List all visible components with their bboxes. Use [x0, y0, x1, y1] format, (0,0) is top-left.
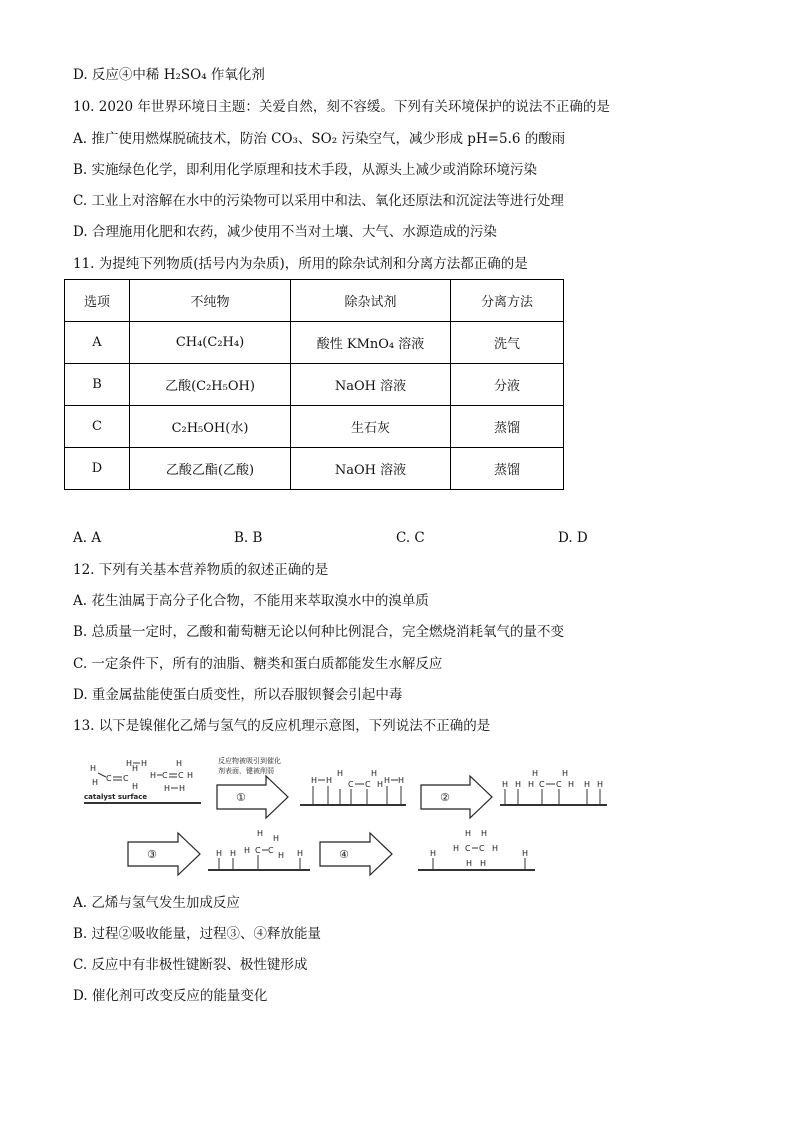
panel-3-dissociated: [500, 769, 607, 805]
table-cell: B: [65, 364, 130, 406]
svg-text:H: H: [528, 780, 535, 789]
svg-text:H: H: [481, 829, 488, 838]
svg-text:C: C: [178, 771, 184, 780]
catalyst-surface-label: catalyst surface: [84, 793, 148, 801]
svg-text:H: H: [179, 784, 186, 793]
q11-stem: 11. 为提纯下列物质(括号内为杂质)，所用的除杂试剂和分离方法都正确的是: [73, 256, 528, 272]
svg-text:H: H: [92, 778, 99, 787]
table-cell: 蒸馏: [451, 406, 564, 448]
svg-text:H: H: [164, 784, 171, 793]
table-cell: 生石灰: [291, 406, 451, 448]
svg-text:C: C: [162, 771, 168, 780]
table-cell: 酸性 KMnO₄ 溶液: [291, 322, 451, 364]
q12-option-c: C. 一定条件下，所有的油脂、糖类和蛋白质都能发生水解反应: [73, 656, 443, 672]
svg-text:H: H: [465, 829, 472, 838]
note-line-2: 剂表面，键被削弱: [218, 767, 274, 775]
panel-1-reactants: [84, 759, 201, 803]
q11-option-a: A. A: [73, 530, 102, 546]
table-cell: A: [65, 322, 130, 364]
header-cell: 除杂试剂: [291, 280, 451, 322]
svg-text:④: ④: [339, 848, 349, 861]
q12-option-d: D. 重金属盐能使蛋白质变性，所以吞服钡餐会引起中毒: [73, 687, 403, 703]
svg-text:H: H: [311, 776, 318, 785]
svg-text:C: C: [465, 844, 471, 853]
svg-text:H: H: [176, 759, 183, 768]
svg-text:H: H: [562, 769, 569, 778]
q13-stem: 13. 以下是镍催化乙烯与氢气的反应机理示意图，下列说法不正确的是: [73, 718, 491, 734]
q12-stem: 12. 下列有关基本营养物质的叙述正确的是: [73, 562, 329, 578]
table-cell: 蒸馏: [451, 448, 564, 490]
svg-text:H: H: [453, 844, 460, 853]
note-line-1: 反应物被吸引到催化: [218, 757, 281, 765]
q10-stem: 10. 2020 年世界环境日主题：关爱自然，刻不容缓。下列有关环境保护的说法不正确的是: [73, 99, 610, 115]
q13-option-a: A. 乙烯与氢气发生加成反应: [73, 895, 240, 911]
svg-text:C: C: [479, 844, 485, 853]
svg-text:H: H: [132, 782, 139, 791]
q13-option-d: D. 催化剂可改变反应的能量变化: [73, 988, 268, 1004]
svg-text:H: H: [377, 780, 384, 789]
q12-option-a: A. 花生油属于高分子化合物，不能用来萃取溴水中的溴单质: [73, 593, 429, 609]
q9-option-d: D. 反应④中稀 H₂SO₄ 作氧化剂: [73, 67, 265, 83]
table-cell: NaOH 溶液: [291, 448, 451, 490]
svg-text:③: ③: [147, 848, 157, 861]
q13-option-b: B. 过程②吸收能量，过程③、④释放能量: [73, 926, 322, 942]
q13-option-c: C. 反应中有非极性键断裂、极性键形成: [73, 957, 308, 973]
svg-text:C: C: [556, 780, 562, 789]
table-cell: 洗气: [451, 322, 564, 364]
svg-text:H: H: [187, 771, 194, 780]
svg-text:H: H: [371, 769, 378, 778]
svg-text:H: H: [515, 780, 522, 789]
panel-2-adsorbed: [300, 769, 406, 805]
header-cell: 选项: [65, 280, 130, 322]
svg-text:H: H: [502, 780, 509, 789]
svg-text:H: H: [522, 849, 529, 858]
svg-text:H: H: [216, 849, 223, 858]
svg-text:H: H: [466, 859, 473, 868]
svg-text:C: C: [255, 846, 261, 855]
svg-text:H: H: [141, 759, 148, 768]
arrow-step-2: [421, 776, 492, 818]
svg-text:H: H: [257, 829, 264, 838]
svg-text:C: C: [365, 780, 371, 789]
q11-option-c: C. C: [396, 530, 425, 546]
svg-text:H: H: [273, 834, 280, 843]
svg-text:H: H: [326, 776, 333, 785]
arrow-step-1: [217, 776, 288, 818]
q11-option-d: D. D: [558, 530, 588, 546]
svg-text:H: H: [90, 764, 97, 773]
svg-text:H: H: [384, 776, 391, 785]
arrow-step-4: [320, 833, 392, 875]
svg-text:H: H: [492, 844, 499, 853]
table-cell: D: [65, 448, 130, 490]
svg-text:H: H: [568, 780, 575, 789]
header-cell: 不纯物: [130, 280, 291, 322]
svg-text:②: ②: [440, 791, 450, 804]
svg-text:H: H: [597, 780, 604, 789]
svg-text:H: H: [132, 764, 139, 773]
table-cell: 分液: [451, 364, 564, 406]
table-cell: C₂H₅OH(水): [130, 406, 291, 448]
svg-text:C: C: [268, 846, 274, 855]
svg-text:H: H: [278, 851, 285, 860]
svg-text:H: H: [398, 776, 405, 785]
arrow-step-3: [128, 833, 200, 875]
svg-text:H: H: [337, 769, 344, 778]
svg-text:H: H: [126, 759, 133, 768]
svg-text:H: H: [244, 846, 251, 855]
svg-text:C: C: [106, 774, 112, 783]
svg-text:①: ①: [236, 791, 246, 804]
svg-text:H: H: [230, 849, 237, 858]
q10-option-b: B. 实施绿色化学，即利用化学原理和技术手段，从源头上减少或消除环境污染: [73, 162, 538, 178]
table-cell: C: [65, 406, 130, 448]
svg-text:H: H: [584, 780, 591, 789]
table-cell: CH₄(C₂H₄): [130, 322, 291, 364]
q12-option-b: B. 总质量一定时，乙酸和葡萄糖无论以何种比例混合，完全燃烧消耗氧气的量不变: [73, 624, 565, 640]
panel-5-product: [418, 829, 535, 870]
table-cell: 乙酸(C₂H₅OH): [130, 364, 291, 406]
svg-text:H: H: [430, 849, 437, 858]
svg-text:H: H: [150, 771, 157, 780]
panel-4-intermediate: [208, 829, 310, 870]
table-cell: 乙酸乙酯(乙酸): [130, 448, 291, 490]
table-cell: NaOH 溶液: [291, 364, 451, 406]
svg-text:C: C: [348, 780, 354, 789]
svg-text:C: C: [123, 774, 129, 783]
q10-option-a: A. 推广使用燃煤脱硫技术，防治 CO₃、SO₂ 污染空气，减少形成 pH=5.6 的酸雨: [73, 131, 566, 147]
svg-text:H: H: [297, 849, 304, 858]
q10-option-d: D. 合理施用化肥和农药，减少使用不当对土壤、大气、水源造成的污染: [73, 224, 497, 240]
svg-text:H: H: [480, 859, 487, 868]
header-cell: 分离方法: [451, 280, 564, 322]
q11-option-b: B. B: [234, 530, 263, 546]
q10-option-c: C. 工业上对溶解在水中的污染物可以采用中和法、氧化还原法和沉淀法等进行处理: [73, 193, 564, 209]
svg-text:H: H: [532, 769, 539, 778]
svg-text:C: C: [539, 780, 545, 789]
